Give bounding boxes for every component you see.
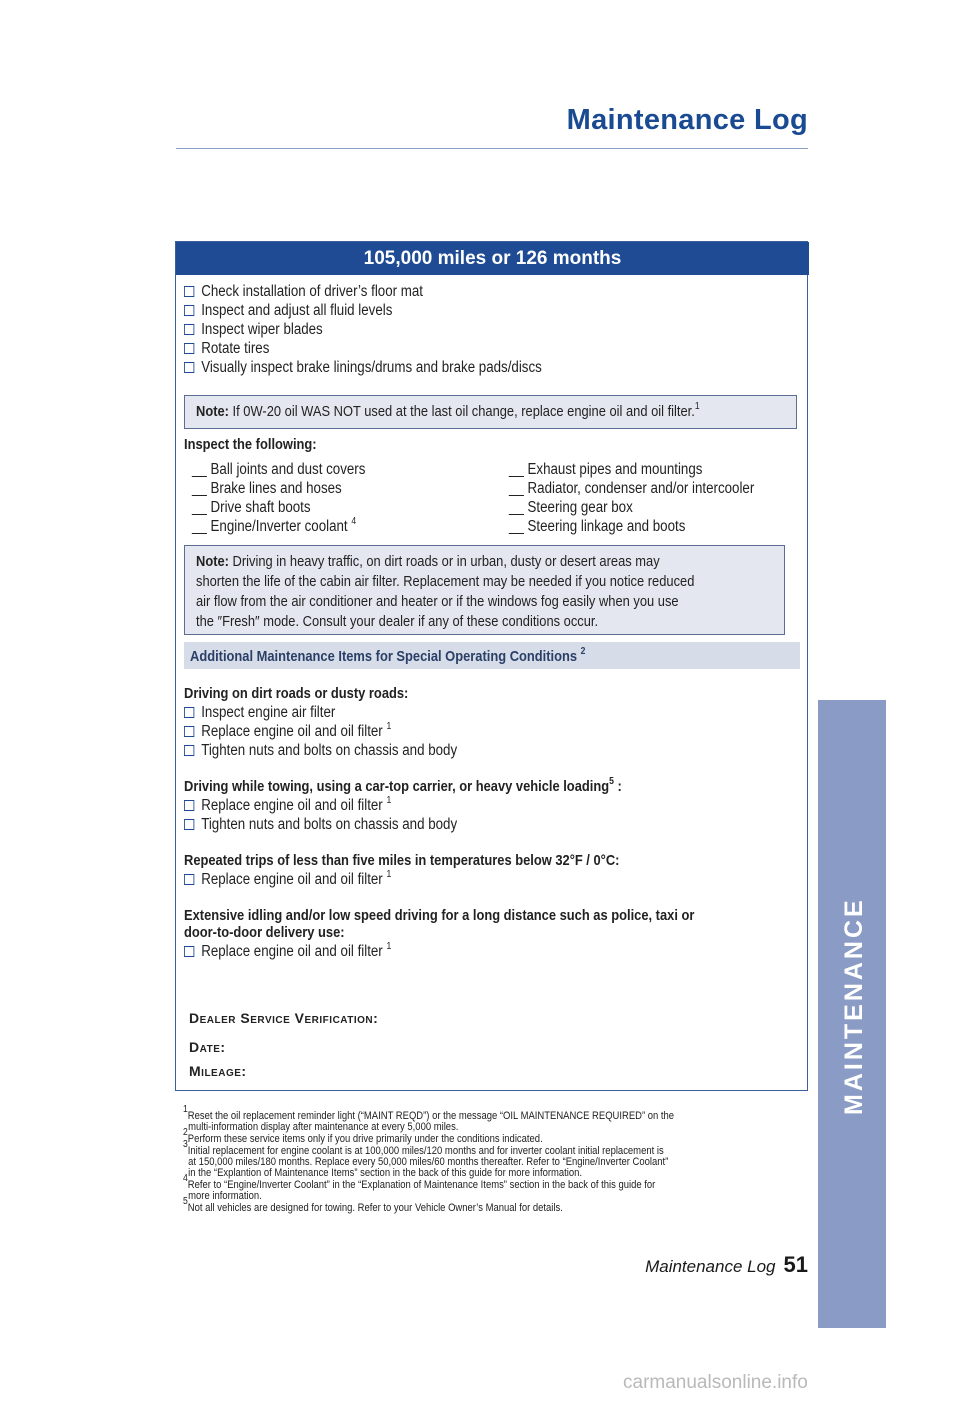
footnote-continuation: multi-information display after maintenance at every 5,000 miles. [188,1121,459,1133]
inspect-item: __ Radiator, condenser and/or intercooler [509,480,755,497]
maintenance-log-box [175,241,808,1091]
checklist-item: Check installation of driver’s floor mat [184,283,423,301]
footnote-continuation: in the “Explantion of Maintenance Items” section in the back of this guide for more information. [188,1167,583,1179]
checkbox[interactable] [184,819,194,830]
checkbox[interactable] [184,946,194,957]
inspect-item: __ Brake lines and hoses [192,480,342,497]
checklist-item: Replace engine oil and oil filter $^1$ [184,943,391,961]
oil-note: Note: If 0W-20 oil WAS NOT used at the last oil change, replace engine oil and oil filter.$^1$ [184,395,797,429]
checklist-item: Inspect and adjust all fluid levels [184,302,392,320]
dealer-verification-label: Dealer Service Verification: [189,1010,379,1026]
date-label: Date: [189,1039,226,1055]
footnote: $^3$Initial replacement for engine coolant is at 100,000 miles/120 months and for inverter coolant initial replacement is [183,1139,664,1157]
checkbox[interactable] [184,286,194,297]
title-divider [176,148,808,149]
footnote-continuation: more information. [188,1190,262,1202]
checklist-item: Replace engine oil and oil filter $^1$ [184,797,391,815]
checkbox[interactable] [184,874,194,885]
footnote: $^2$Perform these service items only if you drive primarily under the conditions indicated. [183,1127,543,1145]
section-heading: door-to-door delivery use: [184,924,345,941]
inspect-item: __ Exhaust pipes and mountings [509,461,703,478]
additional-items-heading: Additional Maintenance Items for Special Operating Conditions $^2$ [184,642,800,669]
inspect-item: __ Ball joints and dust covers [192,461,366,478]
section-heading: Driving while towing, using a car-top carrier, or heavy vehicle loading$^5$ : [184,776,622,795]
page-number: 51 [783,1252,808,1277]
checklist-item: Tighten nuts and bolts on chassis and body [184,742,457,760]
checklist-item: Tighten nuts and bolts on chassis and body [184,816,457,834]
cabin-filter-note: Note: Driving in heavy traffic, on dirt roads or in urban, dusty or desert areas may shorten the life of the cabin air filter. Replacement may be needed if you notice reduced air flow from the air conditioner and heater or if the windows fog easily when you use the ″Fresh″ mode. Consult your dealer if any of these conditions occur. [184,545,785,635]
checkbox[interactable] [184,800,194,811]
checklist-item: Inspect wiper blades [184,321,323,339]
checklist-item: Rotate tires [184,340,269,358]
inspect-item: __ Engine/Inverter coolant $^4$ [192,516,357,535]
section-heading: Driving on dirt roads or dusty roads: [184,685,409,702]
footnote: $^5$Not all vehicles are designed for towing. Refer to your Vehicle Owner’s Manual for details. [183,1196,563,1214]
checklist-item: Replace engine oil and oil filter $^1$ [184,723,391,741]
page-title: Maintenance Log [566,104,808,136]
interval-header: 105,000 miles or 126 months [176,242,809,275]
footnote-continuation: at 150,000 miles/180 months. Replace every 50,000 miles/60 months thereafter. Refer to “Engine/Inverter Coolant” [188,1156,669,1168]
checklist-item: Visually inspect brake linings/drums and brake pads/discs [184,359,542,377]
inspect-item: __ Steering gear box [509,499,633,516]
checkbox[interactable] [184,305,194,316]
checkbox[interactable] [184,343,194,354]
checklist-item: Replace engine oil and oil filter $^1$ [184,871,391,889]
inspect-heading: Inspect the following: [184,436,317,453]
inspect-item: __ Steering linkage and boots [509,518,686,535]
footer-label: Maintenance Log [645,1257,776,1276]
checklist-item: Inspect engine air filter [184,704,335,722]
footnote: $^4$Refer to “Engine/Inverter Coolant” in the “Explanation of Maintenance Items” section in the back of this guide for [183,1173,656,1191]
section-heading: Extensive idling and/or low speed driving for a long distance such as police, taxi or [184,907,695,924]
side-tab-label: MAINTENANCE [840,897,868,1115]
footnote: $^1$Reset the oil replacement reminder light (“MAINT REQD”) or the message “OIL MAINTENANCE REQUIRED” on the [183,1104,675,1122]
page-footer [645,1252,808,1278]
checkbox[interactable] [184,362,194,373]
section-heading: Repeated trips of less than five miles in temperatures below 32°F / 0°C: [184,852,620,869]
checkbox[interactable] [184,745,194,756]
mileage-label: Mileage: [189,1063,247,1079]
footnotes [183,1104,716,1214]
checkbox[interactable] [184,324,194,335]
watermark: carmanualsonline.info [623,1372,808,1393]
inspect-item: __ Drive shaft boots [192,499,311,516]
checkbox[interactable] [184,707,194,718]
checkbox[interactable] [184,726,194,737]
